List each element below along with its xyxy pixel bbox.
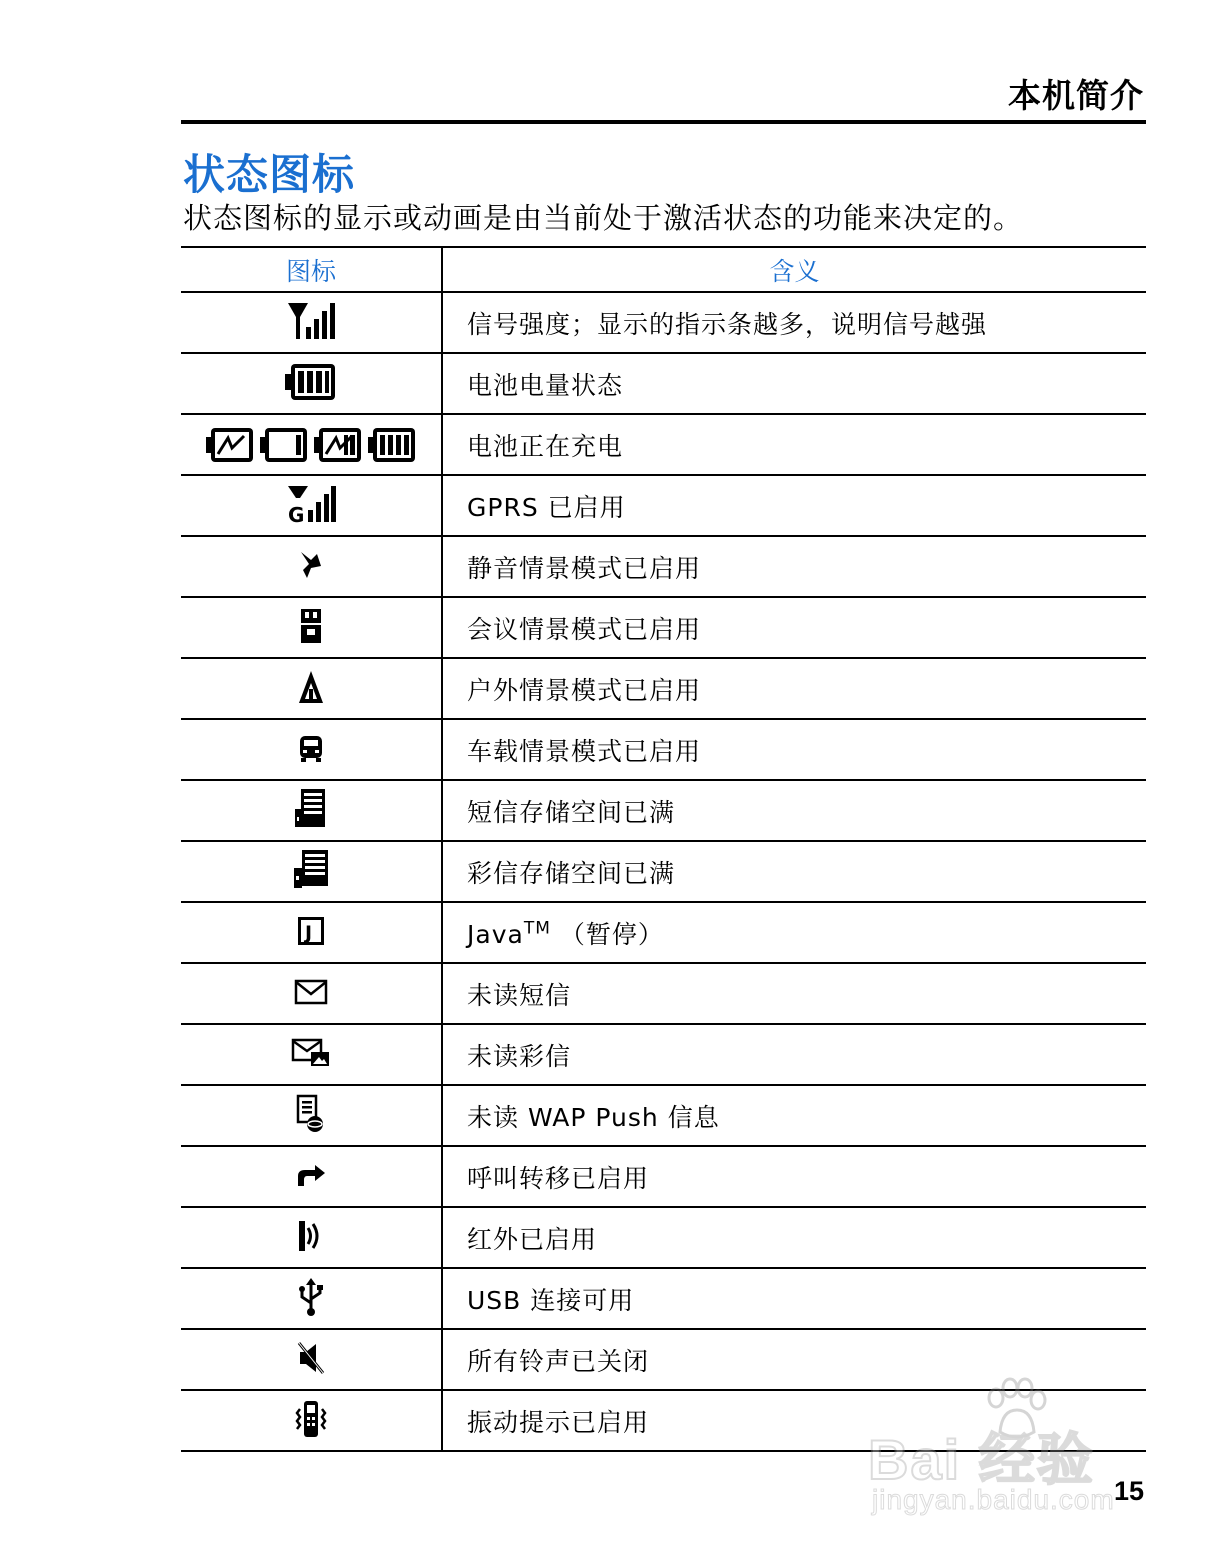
gprs-signal-icon xyxy=(286,482,336,526)
column-header-icon: 图标 xyxy=(181,247,442,292)
row-meaning: 会议情景模式已启用 xyxy=(467,614,702,644)
table-row xyxy=(181,353,1146,414)
wap-push-icon xyxy=(295,1094,327,1134)
meeting-profile-icon xyxy=(297,607,325,645)
row-meaning: 未读短信 xyxy=(467,980,572,1010)
vibrate-icon xyxy=(293,1399,329,1439)
java-paused-icon xyxy=(297,916,325,946)
row-meaning: 电池电量状态 xyxy=(467,370,624,400)
table-row xyxy=(181,1085,1146,1146)
table-row xyxy=(181,1268,1146,1329)
call-divert-icon xyxy=(295,1162,327,1188)
row-meaning: 车载情景模式已启用 xyxy=(467,736,702,766)
table-row xyxy=(181,292,1146,353)
svg-text:G: G xyxy=(288,502,305,526)
table-row xyxy=(181,414,1146,475)
battery-charging-icons xyxy=(206,426,416,464)
section-intro: 状态图标的显示或动画是由当前处于激活状态的功能来决定的。 xyxy=(183,201,1024,235)
baidu-paw-icon xyxy=(980,1376,1050,1446)
row-meaning: 彩信存储空间已满 xyxy=(467,858,676,888)
usb-icon xyxy=(296,1277,326,1317)
table-row xyxy=(181,963,1146,1024)
row-meaning: 短信存储空间已满 xyxy=(467,797,676,827)
table-row xyxy=(181,719,1146,780)
table-row xyxy=(181,1146,1146,1207)
row-meaning: 信号强度；显示的指示条越多，说明信号越强 xyxy=(467,309,988,339)
unread-sms-icon xyxy=(294,979,328,1005)
table-row xyxy=(181,597,1146,658)
watermark-brand: Bai 经验 xyxy=(868,1428,1095,1491)
battery-charging-empty-icon xyxy=(206,426,254,464)
car-profile-icon xyxy=(297,732,325,764)
table-row xyxy=(181,780,1146,841)
row-meaning: 红外已启用 xyxy=(467,1224,598,1254)
table-row xyxy=(181,841,1146,902)
row-meaning: 呼叫转移已启用 xyxy=(467,1163,650,1193)
table-row xyxy=(181,902,1146,963)
signal-strength-icon xyxy=(286,299,336,343)
table-header-row xyxy=(181,247,1146,292)
trademark-mark: TM xyxy=(523,918,551,939)
battery-charging-low-icon xyxy=(260,426,308,464)
paused-label: （暂停） xyxy=(550,919,664,949)
watermark-url: jingyan.baidu.com xyxy=(872,1484,1115,1515)
table-row xyxy=(181,475,1146,536)
battery-level-icon xyxy=(285,362,337,402)
row-meaning: 振动提示已启用 xyxy=(467,1407,650,1437)
row-meaning: 所有铃声已关闭 xyxy=(467,1346,650,1376)
row-meaning: GPRS 已启用 xyxy=(467,492,626,522)
silent-profile-icon xyxy=(297,548,325,582)
ringtone-off-icon xyxy=(296,1340,326,1376)
row-meaning: 未读 WAP Push 信息 xyxy=(467,1102,720,1132)
section-title: 状态图标 xyxy=(183,150,356,199)
header-divider xyxy=(181,120,1146,124)
table-row xyxy=(181,1024,1146,1085)
unread-mms-icon xyxy=(291,1038,331,1068)
mms-storage-full-icon xyxy=(292,848,330,892)
java-label: Java xyxy=(467,919,524,949)
row-meaning: USB 连接可用 xyxy=(467,1285,635,1315)
row-meaning: 户外情景模式已启用 xyxy=(467,675,702,705)
svg-text:J: J xyxy=(305,921,313,944)
row-meaning: 静音情景模式已启用 xyxy=(467,553,702,583)
battery-charging-mid-icon xyxy=(314,426,362,464)
row-meaning: 未读彩信 xyxy=(467,1041,572,1071)
sms-storage-full-icon xyxy=(293,787,329,831)
table-row xyxy=(181,536,1146,597)
battery-charging-full-icon xyxy=(368,426,416,464)
infrared-icon xyxy=(296,1218,326,1254)
table-row xyxy=(181,1207,1146,1268)
row-meaning: 电池正在充电 xyxy=(467,431,624,461)
chapter-title: 本机简介 xyxy=(1008,76,1144,115)
row-meaning xyxy=(442,902,1146,963)
page-number: 15 xyxy=(1113,1476,1144,1506)
table-row xyxy=(181,658,1146,719)
outdoor-profile-icon xyxy=(297,669,325,705)
status-icon-table xyxy=(181,246,1146,1452)
column-header-meaning: 含义 xyxy=(769,256,820,286)
